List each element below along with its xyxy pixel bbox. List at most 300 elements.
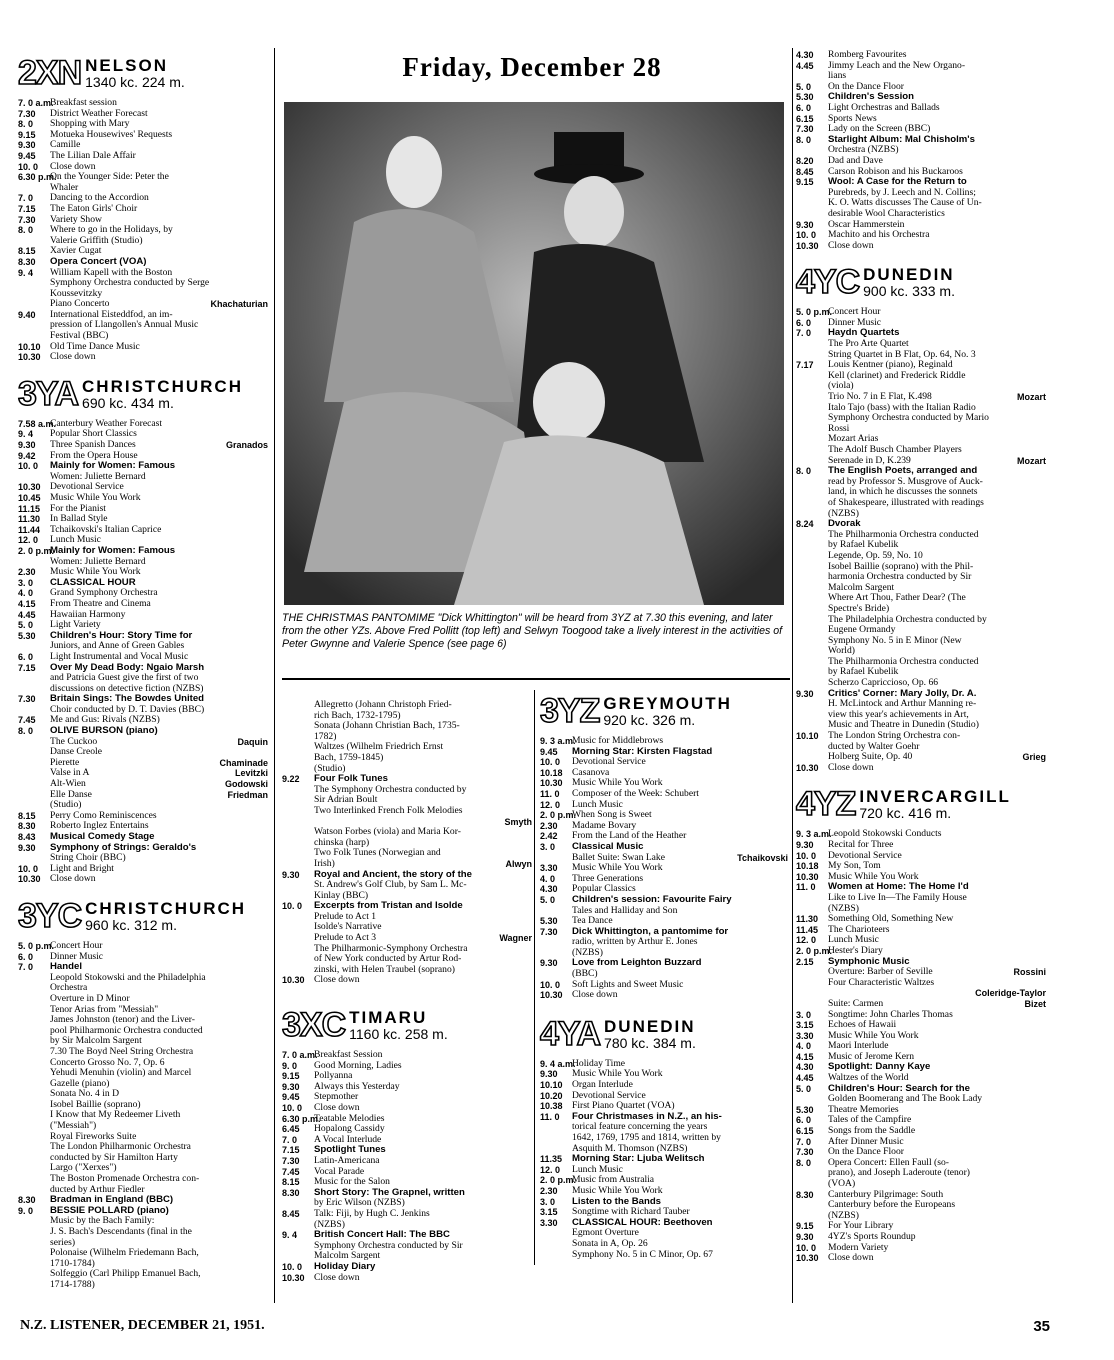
programme-row — [282, 721, 532, 732]
programme-row — [796, 872, 1046, 883]
programme-composer: Granados — [225, 440, 268, 451]
programme-row — [796, 851, 1046, 862]
programme-time: 10.30 — [796, 871, 819, 882]
programme-time: 11.30 — [796, 914, 819, 925]
station-logo: 3YC — [18, 896, 82, 935]
programme-row — [540, 1175, 788, 1186]
programme-time — [540, 1122, 572, 1133]
programme-row — [18, 1269, 268, 1280]
programme-title: BESSIE POLLARD (piano) — [50, 1205, 169, 1216]
programme-row — [18, 472, 268, 483]
programme-time: 4.15 — [796, 1051, 814, 1062]
programme-time — [18, 236, 50, 247]
programme-title: The London Philharmonic Orchestra — [50, 1142, 191, 1153]
programme-title: Close down — [828, 762, 874, 773]
programme-time: 7.30 — [796, 124, 814, 135]
programme-time: 6. 0 — [796, 1115, 812, 1126]
programme-row — [540, 916, 788, 927]
programme-row — [540, 874, 788, 885]
programme-row — [796, 978, 1046, 989]
programme-title: Polonaise (Wilhelm Friedemann Bach, — [50, 1248, 199, 1259]
programme-title: The Symphony Orchestra conducted by — [314, 784, 467, 795]
programme-time — [796, 350, 828, 361]
programme-row — [18, 98, 268, 109]
programme-row — [796, 1253, 1046, 1264]
programme-time: 11. 0 — [540, 1111, 560, 1122]
programme-time — [796, 1179, 828, 1190]
programme-title: Listen to the Bands — [572, 1196, 662, 1207]
programme-time — [18, 320, 50, 331]
programme-title: Women at Home: The Home I'd — [828, 882, 969, 893]
programme-row — [796, 114, 1046, 125]
programme-title: String Choir (BBC) — [50, 853, 126, 864]
programme-row — [796, 445, 1046, 456]
programme-title: Lunch Music — [572, 799, 623, 810]
programme-time: 9.30 — [796, 219, 814, 230]
programme-title: Breakfast session — [50, 98, 117, 108]
programme-row — [282, 1262, 532, 1273]
programme-time — [796, 583, 828, 594]
programme-row — [796, 328, 1046, 339]
programme-row — [282, 1198, 532, 1209]
programme-time: 8.45 — [796, 166, 814, 177]
programme-row — [540, 789, 788, 800]
programme-time: 10. 0 — [282, 1103, 303, 1113]
programme-title: Concert Hour — [828, 307, 881, 318]
programme-row — [18, 821, 268, 832]
programme-title: harmonia Orchestra conducted by Sir — [828, 572, 972, 583]
programme-time: 8.43 — [18, 832, 36, 842]
programme-title: Short Story: The Grapnel, written — [314, 1187, 465, 1198]
programme-row — [18, 1100, 268, 1111]
programme-row — [18, 1068, 268, 1079]
programme-time — [18, 705, 50, 716]
programme-row — [282, 764, 532, 775]
programme-time — [18, 472, 50, 483]
programme-title: Four Characteristic Waltzes — [828, 977, 935, 988]
programme-title: Festival (BBC) — [50, 331, 109, 342]
programme-title: Malcolm Sargent — [828, 582, 895, 593]
programme-row — [18, 684, 268, 695]
programme-title: Music of Jerome Kern — [828, 1051, 915, 1062]
programme-time: 9.15 — [796, 1221, 814, 1232]
programme-row — [18, 493, 268, 504]
programme-row — [282, 848, 532, 859]
programme-time: 11.30 — [18, 514, 41, 525]
programme-composer: Bizet — [1024, 998, 1046, 1009]
programme-title: and Patricia Guest give the first of two — [50, 673, 199, 684]
programme-title: prano), and Joseph Laderoute (tenor) — [828, 1168, 970, 1179]
programme-row — [540, 1197, 788, 1208]
programme-row — [282, 933, 532, 944]
programme-title: Juniors, and Anne of Green Gables — [50, 641, 185, 652]
programme-title: Music While You Work — [50, 567, 141, 578]
programme-time: 10.30 — [796, 1253, 819, 1264]
programme-title: Dinner Music — [50, 951, 104, 962]
programme-time: 6.30 p.m. — [18, 172, 57, 183]
programme-row — [796, 657, 1046, 668]
programme-time — [282, 954, 314, 965]
programme-row — [18, 1121, 268, 1132]
station-frequency: 900 kc. 333 m. — [863, 283, 955, 300]
programme-row — [796, 1137, 1046, 1148]
station-logo: 4YA — [540, 1014, 601, 1053]
programme-row — [796, 1168, 1046, 1179]
programme-title: Over My Dead Body: Ngaio Marsh — [50, 662, 205, 673]
programme-row — [282, 870, 532, 881]
programme-row — [540, 969, 788, 980]
programme-time: 9.45 — [18, 150, 36, 161]
programme-title: Malcolm Sargent — [314, 1251, 381, 1262]
programme-title: Morning Star: Ljuba Welitsch — [572, 1154, 705, 1165]
programme-time: 7.17 — [796, 360, 814, 371]
programme-row — [796, 540, 1046, 551]
programme-time: 9. 4 — [18, 429, 34, 440]
programme-time: 7. 0 — [18, 193, 34, 204]
programme-row — [18, 557, 268, 568]
programme-time — [18, 331, 50, 342]
programme-time: 5. 0 — [540, 894, 556, 905]
programme-title: Where to go in the Holidays, by — [50, 225, 173, 236]
programme-row — [540, 948, 788, 959]
programme-row — [18, 342, 268, 353]
programme-row — [18, 1259, 268, 1270]
programme-title: Oscar Hammerstein — [828, 219, 905, 230]
programme-time: 5.30 — [18, 630, 36, 641]
programme-title: International Eisteddfod, an im- — [50, 309, 173, 320]
programme-row — [796, 103, 1046, 114]
programme-row — [18, 299, 268, 310]
programme-title: Royal Fireworks Suite — [50, 1131, 137, 1142]
programme-time — [796, 509, 828, 520]
programme-title: 1710-1784) — [50, 1258, 95, 1269]
programme-row — [18, 663, 268, 674]
programme-time: 8.45 — [282, 1208, 300, 1219]
programme-time — [796, 967, 828, 978]
programme-title: conducted by Sir Hamilton Harty — [50, 1152, 178, 1163]
programme-row — [796, 678, 1046, 689]
programme-row — [796, 371, 1046, 382]
programme-time: 5. 0 p.m. — [18, 940, 55, 951]
programme-row — [282, 827, 532, 838]
programme-time: 10. 0 — [18, 863, 39, 874]
programme-row — [796, 360, 1046, 371]
programme-title: Songtime with Richard Tauber — [572, 1207, 690, 1218]
programme-title: Lunch Music — [572, 1164, 623, 1175]
programme-row — [796, 1221, 1046, 1232]
programme-row — [18, 151, 268, 162]
programme-title: St. Andrew's Golf Club, by Sam L. Mc- — [314, 880, 467, 891]
station-city: DUNEDIN — [863, 265, 955, 285]
programme-row — [282, 922, 532, 933]
programme-title: Dvorak — [828, 519, 861, 530]
programme-row — [796, 882, 1046, 893]
programme-title: (NZBS) — [572, 947, 603, 958]
programme-title: Yehudi Menuhin (violin) and Marcel — [50, 1068, 192, 1079]
programme-row — [796, 350, 1046, 361]
programme-title: Sonata No. 4 in D — [50, 1089, 120, 1100]
programme-time: 9.30 — [796, 688, 814, 699]
programme-title: Danse Creole — [50, 747, 102, 758]
programme-title: Symphony Orchestra conducted by Mario — [828, 413, 989, 424]
programme-row — [796, 667, 1046, 678]
programme-row — [18, 758, 268, 769]
programme-time: 2. 0 p.m. — [540, 1175, 577, 1186]
station-header-3xc — [282, 1006, 532, 1045]
programme-title: Songs from the Saddle — [828, 1126, 916, 1137]
programme-time — [282, 785, 314, 796]
programme-composer: Alwyn — [505, 858, 532, 869]
programme-row — [540, 980, 788, 991]
station-header-4ya — [540, 1014, 788, 1053]
programme-title: Maori Interlude — [828, 1041, 889, 1052]
programme-title: desirable Wool Characteristics — [828, 208, 945, 219]
programme-row — [18, 853, 268, 864]
programme-row — [282, 1103, 532, 1114]
programme-row — [796, 593, 1046, 604]
programme-row — [796, 156, 1046, 167]
programme-row — [540, 1154, 788, 1165]
programme-row — [282, 912, 532, 923]
programme-time: 7.30 — [18, 694, 36, 705]
programme-row — [282, 965, 532, 976]
programme-row — [540, 778, 788, 789]
programme-time: 9. 0 — [18, 1205, 34, 1216]
programme-time: 10.38 — [540, 1101, 563, 1112]
programme-time — [796, 445, 828, 456]
programme-time — [282, 848, 314, 859]
programme-title: Roberto Inglez Entertains — [50, 821, 149, 832]
programme-row — [282, 753, 532, 764]
programme-row — [796, 1179, 1046, 1190]
programme-row — [282, 1220, 532, 1231]
programme-list-4ya — [540, 1059, 788, 1260]
programme-time: 11.44 — [18, 524, 41, 535]
programme-row — [18, 310, 268, 321]
programme-time — [796, 456, 828, 467]
programme-time: 12. 0 — [540, 1164, 561, 1175]
programme-composer: Wagner — [499, 933, 532, 944]
programme-title: Tales of the Campfire — [828, 1115, 912, 1126]
programme-time — [18, 1058, 50, 1069]
programme-time: 9.30 — [18, 842, 36, 853]
programme-row — [18, 204, 268, 215]
programme-title — [314, 817, 500, 828]
programme-time — [18, 557, 50, 568]
programme-title: of Shakespeare, illustrated with readings — [828, 497, 984, 508]
station-frequency: 1340 kc. 224 m. — [85, 74, 185, 90]
programme-time: 8.30 — [282, 1187, 300, 1198]
programme-row — [540, 1122, 788, 1133]
programme-time: 10. 0 — [796, 230, 817, 241]
programme-row — [18, 578, 268, 589]
programme-title: Classical Music — [572, 841, 644, 852]
programme-row — [282, 1071, 532, 1082]
photo-illustration — [284, 102, 784, 605]
programme-time: 2.30 — [540, 1185, 558, 1196]
programme-time — [796, 551, 828, 562]
programme-title: Egmont Overture — [572, 1228, 639, 1239]
programme-row — [796, 699, 1046, 710]
programme-row — [796, 604, 1046, 615]
programme-time: 10.10 — [540, 1080, 563, 1091]
programme-row — [796, 413, 1046, 424]
programme-title: Sports News — [828, 113, 877, 124]
page-footer — [20, 1318, 1050, 1334]
programme-title: Light and Bright — [50, 863, 114, 874]
programme-title: Koussevitzky — [50, 288, 103, 299]
programme-title: Music for the Salon — [314, 1177, 390, 1188]
programme-title: torical feature concerning the years — [572, 1122, 708, 1133]
programme-title: Lady on the Screen (BBC) — [828, 124, 931, 135]
programme-row — [796, 1126, 1046, 1137]
programme-row — [796, 1020, 1046, 1031]
programme-time: 5. 0 — [796, 1083, 812, 1094]
programme-row — [796, 1115, 1046, 1126]
programme-title: Good Morning, Ladies — [314, 1060, 402, 1071]
programme-time: 9.30 — [540, 958, 558, 969]
programme-row — [540, 1218, 788, 1229]
programme-row — [282, 742, 532, 753]
programme-time: 10. 0 — [282, 901, 303, 912]
programme-title: The Cuckoo — [50, 736, 98, 747]
programme-time: 7. 0 a.m. — [282, 1050, 318, 1061]
programme-time — [18, 1068, 50, 1079]
programme-title: Trio No. 7 in E Flat, K.498 — [828, 392, 932, 403]
programme-time — [796, 339, 828, 350]
programme-time: 8.30 — [18, 1195, 36, 1206]
programme-title: Pollyanna — [314, 1071, 353, 1082]
programme-title: Choir conducted by D. T. Davies (BBC) — [50, 704, 205, 715]
programme-title: Music by the Bach Family: — [50, 1216, 155, 1227]
programme-time: 7.30 — [282, 1155, 300, 1166]
programme-title: Tchaikovski's Italian Caprice — [50, 524, 162, 535]
programme-composer: Rossini — [1013, 967, 1046, 978]
programme-composer: Smyth — [504, 816, 532, 827]
programme-row — [18, 610, 268, 621]
programme-title: Opera Concert (VOA) — [50, 256, 147, 267]
programme-row — [282, 1273, 532, 1284]
programme-title: Alt-Wien — [50, 779, 86, 790]
programme-title: Dick Whittington, a pantomime for — [572, 926, 729, 937]
programme-time — [18, 983, 50, 994]
programme-title: Legende, Op. 59, No. 10 — [828, 550, 923, 561]
programme-title: Concerto Grosso No. 7, Op. 6 — [50, 1057, 165, 1068]
programme-title: Motueka Housewives' Requests — [50, 129, 173, 140]
programme-time — [282, 827, 314, 838]
programme-title: From the Land of the Heather — [572, 831, 687, 842]
programme-row — [282, 774, 532, 785]
programme-row — [796, 1094, 1046, 1105]
programme-row — [796, 1105, 1046, 1116]
programme-row — [18, 864, 268, 875]
programme-time: 9.30 — [282, 869, 300, 880]
programme-row — [796, 167, 1046, 178]
programme-row — [18, 1015, 268, 1026]
programme-title: Isobel Baillie (soprano) with the Phil- — [828, 561, 974, 572]
programme-row — [18, 962, 268, 973]
programme-title: Two Folk Tunes (Norwegian and — [314, 848, 441, 859]
programme-row — [540, 863, 788, 874]
programme-title: Rossi — [828, 423, 850, 434]
programme-row — [18, 119, 268, 130]
programme-title: The Philharmonia Orchestra conducted — [828, 656, 979, 667]
programme-time: 4.45 — [796, 60, 814, 71]
programme-row — [796, 509, 1046, 520]
station-logo: 3YA — [18, 374, 79, 413]
programme-row — [540, 1069, 788, 1080]
programme-title: Scherzo Capriccioso, Op. 66 — [828, 678, 939, 689]
programme-title: (VOA) — [828, 1179, 856, 1189]
programme-title: James Johnston (tenor) and the Liver- — [50, 1015, 196, 1026]
programme-time: 9. 4 a.m. — [540, 1058, 576, 1069]
programme-time — [18, 1005, 50, 1016]
programme-row — [282, 806, 532, 817]
programme-time — [796, 381, 828, 392]
programme-title: Dancing to the Accordion — [50, 193, 149, 204]
programme-title: Stepmother — [314, 1092, 359, 1103]
programme-time — [18, 747, 50, 758]
programme-row — [18, 193, 268, 204]
programme-time — [282, 711, 314, 722]
station-frequency: 720 kc. 416 m. — [859, 805, 952, 822]
programme-row — [796, 530, 1046, 541]
programme-row — [18, 1216, 268, 1227]
programme-row — [282, 1209, 532, 1220]
programme-time: 10.30 — [282, 1272, 305, 1283]
programme-title: Gazelle (piano) — [50, 1078, 110, 1089]
programme-time — [18, 1026, 50, 1037]
programme-time: 6.15 — [796, 113, 814, 124]
programme-time — [796, 978, 828, 989]
programme-row — [18, 874, 268, 885]
programme-time: 10. 0 — [796, 850, 817, 861]
programme-title: The Philharmonic-Symphony Orchestra — [314, 943, 468, 954]
programme-row — [796, 487, 1046, 498]
programme-title: The Charioteers — [828, 924, 890, 935]
programme-row — [796, 583, 1046, 594]
programme-time: 4.30 — [796, 1062, 814, 1073]
programme-row — [282, 795, 532, 806]
programme-time — [540, 937, 572, 948]
programme-time: 7.15 — [18, 662, 36, 673]
programme-time — [282, 891, 314, 902]
programme-time — [796, 988, 828, 999]
programme-title: Asquith M. Thomson (NZBS) — [572, 1143, 688, 1154]
programme-title: Carson Robison and his Buckaroos — [828, 166, 963, 177]
programme-title: Soft Lights and Sweet Music — [572, 979, 684, 990]
programme-time: 9. 4 — [282, 1230, 298, 1241]
programme-time — [18, 1089, 50, 1100]
programme-title: Women: Juliette Bernard — [50, 471, 146, 482]
programme-title: Breakfast Session — [314, 1050, 383, 1061]
programme-list-4yz — [796, 829, 1046, 1263]
programme-row — [796, 999, 1046, 1010]
programme-row — [18, 567, 268, 578]
station-frequency: 1160 kc. 258 m. — [349, 1026, 448, 1043]
programme-time: 5. 0 — [18, 620, 34, 631]
programme-title: Echoes of Hawaii — [828, 1020, 897, 1031]
programme-time — [18, 1227, 50, 1238]
programme-row — [796, 1158, 1046, 1169]
programme-row — [796, 61, 1046, 72]
programme-title: ("Messiah") — [50, 1121, 97, 1132]
programme-row — [540, 810, 788, 821]
programme-title: A Vocal Interlude — [314, 1134, 382, 1145]
programme-time: 11. 0 — [796, 882, 816, 893]
programme-row — [18, 419, 268, 430]
programme-time — [796, 198, 828, 209]
